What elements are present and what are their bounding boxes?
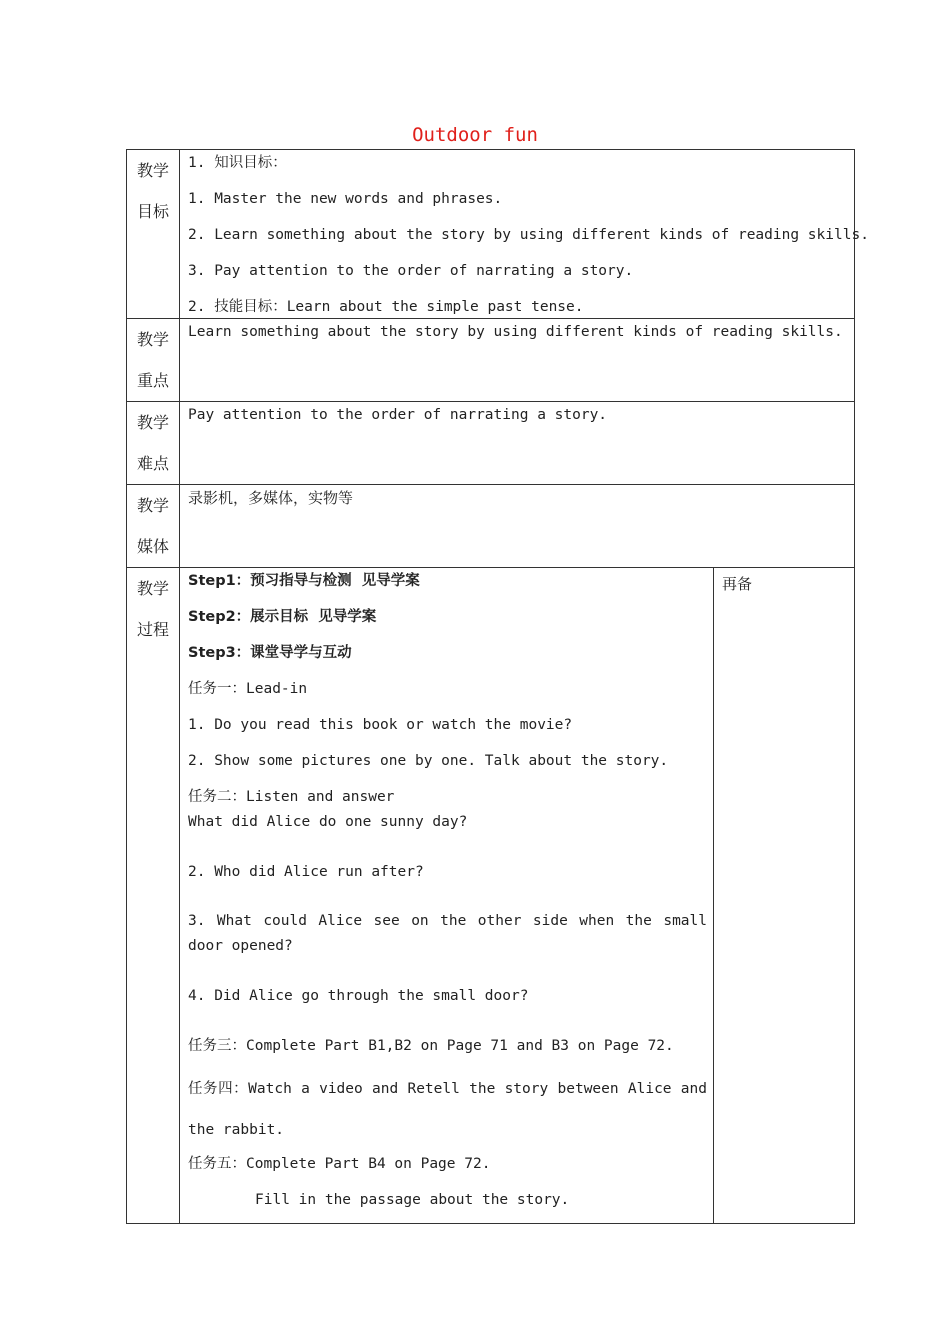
listen-question-4: 4. Did Alice go through the small door? bbox=[188, 988, 529, 1004]
label-difficult-points bbox=[127, 402, 180, 485]
key-points-text: Learn something about the story by using different kinds of reading skills. bbox=[188, 324, 843, 340]
document-title: Outdoor fun bbox=[412, 124, 538, 146]
label-difficult-a: 教学 bbox=[136, 413, 169, 432]
process-notes bbox=[714, 568, 855, 1224]
step-2: Step2：展示目标 见导学案 bbox=[188, 609, 377, 625]
row-key-points bbox=[127, 319, 855, 402]
label-goals bbox=[127, 150, 180, 319]
goal-line: 3. Pay attention to the order of narrating a story. bbox=[188, 263, 634, 279]
goal-line: 2. 技能目标：Learn about the simple past tense. bbox=[188, 299, 584, 315]
task-1: 任务一：Lead-in bbox=[188, 681, 308, 697]
row-media bbox=[127, 485, 855, 568]
media-text: 录影机，多媒体，实物等 bbox=[188, 489, 354, 507]
label-goals-a: 教学 bbox=[136, 161, 169, 180]
goal-line: 1. 知识目标： bbox=[188, 155, 287, 171]
label-process-b: 过程 bbox=[136, 620, 169, 639]
process-content bbox=[180, 568, 714, 1224]
listen-question-1: What did Alice do one sunny day? bbox=[188, 814, 468, 830]
label-process bbox=[127, 568, 180, 1224]
goals-content bbox=[180, 150, 869, 319]
task-5: 任务五：Complete Part B4 on Page 72. bbox=[188, 1156, 491, 1172]
difficult-points-content bbox=[180, 402, 855, 485]
listen-question-2: 2. Who did Alice run after? bbox=[188, 864, 424, 880]
label-process-a: 教学 bbox=[136, 579, 169, 598]
task-3: 任务三：Complete Part B1,B2 on Page 71 and B3 on Page 72. bbox=[188, 1038, 674, 1054]
step-1: Step1：预习指导与检测 见导学案 bbox=[188, 573, 420, 589]
task-5-detail: Fill in the passage about the story. bbox=[255, 1192, 570, 1208]
difficult-points-text: Pay attention to the order of narrating a story. bbox=[188, 407, 608, 423]
goal-line: 2. Learn something about the story by using different kinds of reading skills. bbox=[188, 227, 869, 243]
row-process bbox=[127, 568, 855, 1224]
label-goals-b: 目标 bbox=[136, 202, 169, 221]
label-media-a: 教学 bbox=[136, 496, 169, 515]
task-2: 任务二：Listen and answer bbox=[188, 789, 395, 805]
question-2: 2. Show some pictures one by one. Talk about the story. bbox=[188, 753, 669, 769]
question-1: 1. Do you read this book or watch the movie? bbox=[188, 717, 573, 733]
label-key-points bbox=[127, 319, 180, 402]
key-points-content bbox=[180, 319, 855, 402]
step-3: Step3：课堂导学与互动 bbox=[188, 645, 352, 661]
goal-line: 1. Master the new words and phrases. bbox=[188, 191, 503, 207]
media-content bbox=[180, 485, 855, 568]
label-media-b: 媒体 bbox=[136, 537, 169, 556]
label-key-b: 重点 bbox=[136, 371, 169, 390]
label-difficult-b: 难点 bbox=[136, 454, 169, 473]
task-4: 任务四：Watch a video and Retell the story between Alice and the rabbit. bbox=[188, 1081, 707, 1138]
revise-note: 再备 bbox=[722, 575, 753, 593]
listen-question-3: 3. What could Alice see on the other side when the small door opened? bbox=[188, 913, 707, 954]
lesson-plan-table bbox=[126, 149, 869, 1224]
row-goals bbox=[127, 150, 855, 319]
row-difficult-points bbox=[127, 402, 855, 485]
label-media bbox=[127, 485, 180, 568]
label-key-a: 教学 bbox=[136, 330, 169, 349]
